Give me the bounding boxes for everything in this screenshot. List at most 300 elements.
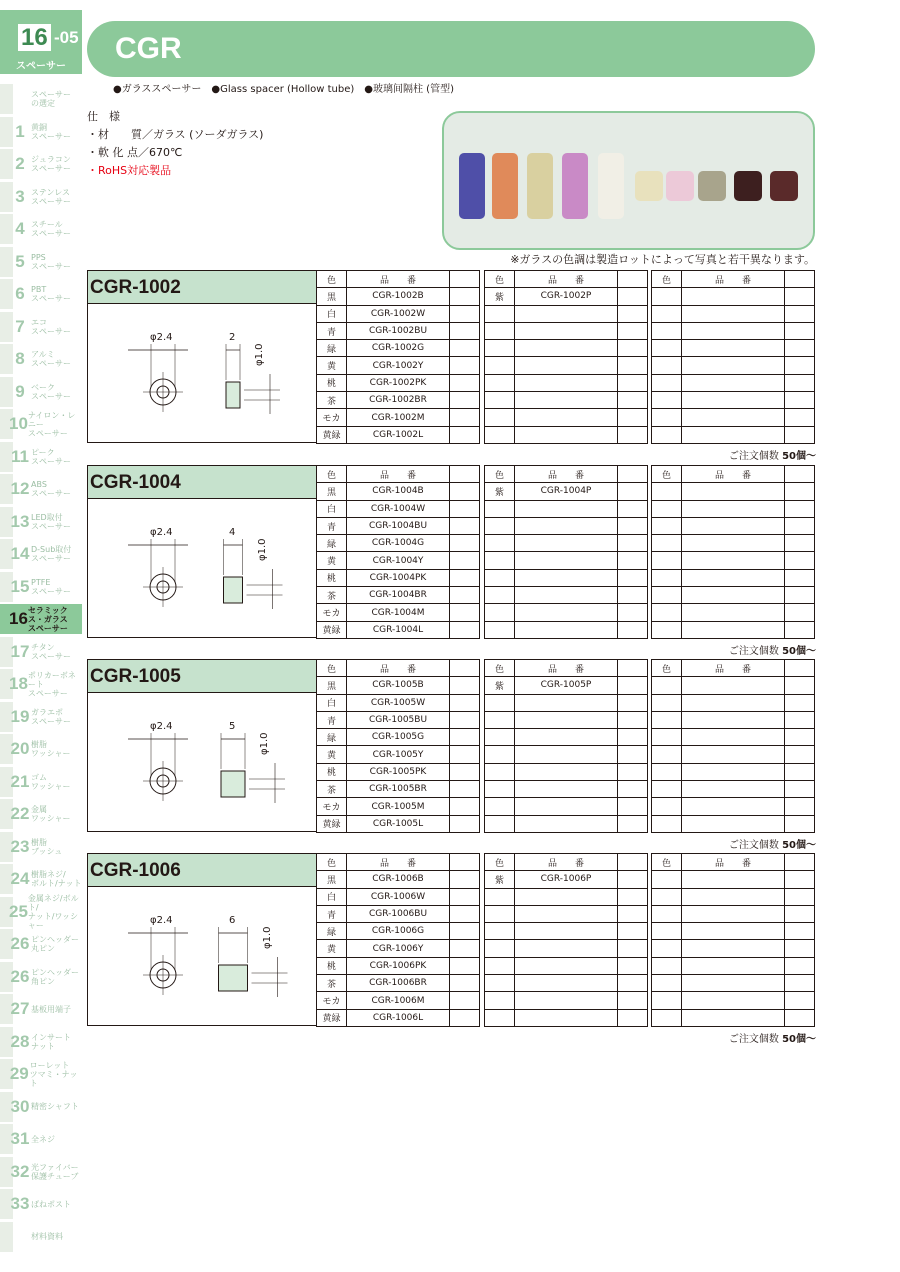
part-number-cell bbox=[515, 763, 618, 780]
sidebar-item-label-line1: ナイロン・レニー bbox=[27, 410, 76, 429]
empty-cell bbox=[618, 798, 648, 815]
minimum-order-qty: 50個〜 bbox=[782, 646, 816, 657]
empty-cell bbox=[785, 392, 815, 409]
empty-cell bbox=[450, 781, 480, 798]
part-number-cell bbox=[682, 500, 785, 517]
empty-cell bbox=[450, 409, 480, 426]
color-cell bbox=[485, 992, 515, 1009]
sidebar-item-number: 8 bbox=[15, 349, 25, 368]
sidebar-item[interactable] bbox=[0, 247, 82, 277]
color-cell: 黄 bbox=[317, 940, 347, 957]
sidebar-item-number: 30 bbox=[10, 1096, 30, 1116]
color-cell: 緑 bbox=[317, 729, 347, 746]
empty-cell bbox=[785, 677, 815, 694]
sidebar-item-label-line2: の選定 bbox=[31, 99, 55, 108]
table-row bbox=[485, 854, 648, 871]
empty-cell bbox=[450, 746, 480, 763]
part-number-cell: CGR-1006W bbox=[347, 888, 450, 905]
part-table bbox=[316, 270, 480, 444]
inner-diameter-label: φ1.0 bbox=[259, 732, 270, 755]
empty-cell bbox=[618, 288, 648, 305]
table-row bbox=[485, 288, 648, 305]
sidebar-item-number: 15 bbox=[10, 576, 30, 596]
part-table bbox=[651, 659, 815, 833]
color-cell bbox=[652, 483, 682, 500]
empty-cell bbox=[785, 357, 815, 374]
sidebar-item-label-line1: PBT bbox=[31, 285, 47, 294]
sidebar-item-label-line1: 光ファイバー bbox=[31, 1162, 79, 1172]
empty-cell bbox=[618, 604, 648, 621]
color-cell: 桃 bbox=[317, 374, 347, 391]
part-number-cell: 品 番 bbox=[515, 271, 618, 288]
empty-cell bbox=[618, 500, 648, 517]
table-row bbox=[485, 426, 648, 443]
sidebar-item-number: 26 bbox=[10, 966, 30, 986]
empty-cell bbox=[785, 729, 815, 746]
empty-cell bbox=[618, 660, 648, 677]
sidebar-item[interactable] bbox=[0, 832, 82, 862]
color-cell bbox=[485, 957, 515, 974]
part-number-cell bbox=[515, 621, 618, 638]
color-cell bbox=[485, 923, 515, 940]
table-row bbox=[652, 409, 815, 426]
color-cell bbox=[485, 535, 515, 552]
table-row bbox=[485, 374, 648, 391]
sidebar-item-number: 19 bbox=[10, 706, 30, 726]
sidebar-item[interactable] bbox=[0, 604, 82, 634]
color-cell: 桃 bbox=[317, 569, 347, 586]
table-row bbox=[317, 905, 480, 922]
part-number-cell bbox=[682, 781, 785, 798]
sidebar-item-label-line2: 保護チューブ bbox=[31, 1171, 79, 1181]
table-row bbox=[652, 798, 815, 815]
title-bar bbox=[87, 21, 815, 77]
table-row bbox=[317, 604, 480, 621]
color-cell bbox=[652, 815, 682, 832]
table-row bbox=[485, 500, 648, 517]
table-row bbox=[652, 763, 815, 780]
table-row bbox=[317, 888, 480, 905]
glass-tube-image bbox=[770, 171, 798, 201]
empty-cell bbox=[618, 535, 648, 552]
outer-diameter-label: φ2.4 bbox=[150, 527, 173, 538]
length-label: 2 bbox=[229, 332, 236, 343]
empty-cell bbox=[450, 392, 480, 409]
sidebar-item-label-line1: 金属 bbox=[31, 805, 47, 814]
empty-cell bbox=[618, 992, 648, 1009]
sidebar-item[interactable] bbox=[0, 864, 82, 894]
minimum-order bbox=[729, 1030, 816, 1045]
color-cell bbox=[485, 357, 515, 374]
empty-cell bbox=[618, 409, 648, 426]
table-row bbox=[485, 888, 648, 905]
empty-cell bbox=[785, 940, 815, 957]
color-cell bbox=[652, 374, 682, 391]
table-row bbox=[317, 426, 480, 443]
sidebar-item[interactable] bbox=[0, 474, 82, 504]
empty-cell bbox=[785, 905, 815, 922]
table-row bbox=[485, 677, 648, 694]
part-number-cell: 品 番 bbox=[347, 854, 450, 871]
part-number-cell bbox=[682, 746, 785, 763]
part-number-cell: CGR-1004L bbox=[347, 621, 450, 638]
sidebar-item-label-line1: PTFE bbox=[31, 577, 51, 587]
part-table bbox=[316, 853, 480, 1027]
part-number-cell bbox=[682, 763, 785, 780]
part-number-cell bbox=[515, 587, 618, 604]
sidebar-item-number: 32 bbox=[10, 1161, 30, 1181]
table-row bbox=[485, 798, 648, 815]
sidebar-item-label-line1: 樹脂ネジ/ bbox=[31, 870, 66, 879]
part-number-cell bbox=[682, 569, 785, 586]
part-number-cell bbox=[515, 888, 618, 905]
part-number-cell bbox=[515, 975, 618, 992]
color-cell bbox=[485, 604, 515, 621]
length-label: 5 bbox=[229, 721, 236, 732]
empty-cell bbox=[450, 466, 480, 483]
empty-cell bbox=[785, 552, 815, 569]
part-number-cell bbox=[682, 621, 785, 638]
table-row bbox=[317, 374, 480, 391]
sidebar-item[interactable] bbox=[0, 799, 82, 829]
table-row bbox=[485, 340, 648, 357]
part-number-cell bbox=[682, 940, 785, 957]
part-table bbox=[484, 465, 648, 639]
empty-cell bbox=[450, 975, 480, 992]
color-cell bbox=[485, 1009, 515, 1026]
sidebar-item-label-line2: スペーサー bbox=[31, 716, 71, 726]
color-cell bbox=[485, 517, 515, 534]
empty-cell bbox=[450, 305, 480, 322]
color-cell: 黄緑 bbox=[317, 426, 347, 443]
color-cell: 色 bbox=[485, 854, 515, 871]
sidebar-item[interactable] bbox=[0, 214, 82, 244]
part-number-cell bbox=[515, 392, 618, 409]
sidebar-item[interactable] bbox=[0, 1189, 82, 1219]
color-cell bbox=[485, 587, 515, 604]
sidebar-item-label bbox=[31, 383, 71, 401]
empty-cell bbox=[618, 569, 648, 586]
color-cell: 白 bbox=[317, 305, 347, 322]
part-number-cell: 品 番 bbox=[682, 660, 785, 677]
part-number-cell bbox=[682, 322, 785, 339]
sidebar-item[interactable] bbox=[0, 767, 82, 797]
sidebar-item[interactable] bbox=[0, 1157, 82, 1187]
glass-tube-image bbox=[734, 171, 762, 201]
empty-cell bbox=[785, 746, 815, 763]
table-row bbox=[652, 992, 815, 1009]
table-row bbox=[317, 552, 480, 569]
product-header bbox=[87, 659, 316, 693]
part-number-cell: CGR-1004BR bbox=[347, 587, 450, 604]
part-table bbox=[316, 465, 480, 639]
part-number-cell: CGR-1005W bbox=[347, 694, 450, 711]
part-number-cell: CGR-1006L bbox=[347, 1009, 450, 1026]
sidebar-item[interactable] bbox=[0, 182, 82, 212]
part-number-cell bbox=[515, 1009, 618, 1026]
sidebar-item-label-line1: ゴム bbox=[31, 772, 47, 782]
sidebar-item[interactable] bbox=[0, 669, 82, 699]
table-row bbox=[652, 888, 815, 905]
sidebar-item[interactable] bbox=[0, 312, 82, 342]
sidebar-item-label-line1: スペーサー bbox=[31, 90, 71, 99]
sidebar-item[interactable] bbox=[0, 377, 82, 407]
table-row bbox=[485, 905, 648, 922]
table-row bbox=[485, 552, 648, 569]
color-cell: 緑 bbox=[317, 340, 347, 357]
color-cell bbox=[652, 940, 682, 957]
sidebar-item-label bbox=[31, 1200, 71, 1209]
table-row bbox=[317, 763, 480, 780]
sidebar-item[interactable] bbox=[0, 279, 82, 309]
part-number-cell bbox=[515, 604, 618, 621]
color-cell bbox=[652, 975, 682, 992]
empty-cell bbox=[618, 746, 648, 763]
part-number-cell: CGR-1005B bbox=[347, 677, 450, 694]
sidebar-item-label-line2: スペーサー bbox=[31, 456, 71, 466]
color-cell: モカ bbox=[317, 409, 347, 426]
sidebar-item[interactable] bbox=[0, 1092, 82, 1122]
sidebar-item-label-line2: スペーサー bbox=[31, 326, 71, 336]
sidebar-item[interactable] bbox=[0, 702, 82, 732]
sidebar-item-label bbox=[31, 480, 71, 498]
glass-tube-image bbox=[598, 153, 624, 219]
sidebar-item[interactable] bbox=[0, 929, 82, 959]
sidebar-item[interactable] bbox=[0, 994, 82, 1024]
color-cell bbox=[652, 694, 682, 711]
sidebar-item-label-line2: スペーサー bbox=[27, 688, 68, 698]
color-cell bbox=[652, 409, 682, 426]
sidebar-item[interactable] bbox=[0, 893, 82, 930]
sidebar-item-label-line2: ツマミ・ナット bbox=[29, 1069, 78, 1088]
empty-cell bbox=[450, 957, 480, 974]
part-number-cell: CGR-1006BR bbox=[347, 975, 450, 992]
part-number-cell: CGR-1002BU bbox=[347, 322, 450, 339]
sidebar-item-label bbox=[31, 90, 71, 108]
sidebar-item-number: 12 bbox=[10, 479, 30, 498]
part-number-cell: 品 番 bbox=[515, 466, 618, 483]
part-number-cell: CGR-1006BU bbox=[347, 905, 450, 922]
sidebar-item[interactable] bbox=[0, 734, 82, 764]
empty-cell bbox=[618, 871, 648, 888]
part-number-cell bbox=[515, 992, 618, 1009]
table-row bbox=[485, 694, 648, 711]
color-cell bbox=[652, 535, 682, 552]
table-row bbox=[317, 711, 480, 728]
empty-cell bbox=[785, 798, 815, 815]
sidebar-item[interactable] bbox=[0, 409, 82, 439]
sidebar-item[interactable] bbox=[0, 442, 82, 472]
inner-diameter-label: φ1.0 bbox=[261, 926, 273, 949]
part-number-cell bbox=[515, 798, 618, 815]
part-number-cell bbox=[682, 694, 785, 711]
part-number-cell bbox=[682, 871, 785, 888]
sidebar-item[interactable] bbox=[0, 1027, 82, 1057]
table-row bbox=[317, 957, 480, 974]
sidebar-item-label-line2: ワッシャー bbox=[31, 814, 71, 823]
table-row bbox=[652, 957, 815, 974]
sidebar-item-number: 22 bbox=[10, 804, 30, 823]
empty-cell bbox=[785, 569, 815, 586]
part-number-cell bbox=[515, 426, 618, 443]
sidebar-item-number: 1 bbox=[15, 121, 25, 141]
color-cell bbox=[652, 621, 682, 638]
part-number-cell bbox=[682, 483, 785, 500]
table-row bbox=[317, 535, 480, 552]
sidebar-item[interactable] bbox=[0, 1124, 82, 1154]
empty-cell bbox=[618, 587, 648, 604]
empty-cell bbox=[618, 694, 648, 711]
product-name: CGR-1006 bbox=[90, 860, 181, 881]
sidebar-item-label-line2: ナット/ワッシャー bbox=[27, 911, 79, 930]
spec-block bbox=[87, 108, 263, 180]
sidebar-item[interactable] bbox=[0, 539, 82, 569]
empty-cell bbox=[785, 604, 815, 621]
color-cell: 紫 bbox=[485, 871, 515, 888]
empty-cell bbox=[618, 517, 648, 534]
color-cell bbox=[652, 781, 682, 798]
table-row bbox=[485, 729, 648, 746]
sidebar-item[interactable] bbox=[0, 84, 82, 114]
sidebar-item[interactable] bbox=[0, 507, 82, 537]
table-row bbox=[485, 992, 648, 1009]
part-number-cell bbox=[682, 888, 785, 905]
color-cell bbox=[652, 426, 682, 443]
color-cell: 茶 bbox=[317, 781, 347, 798]
part-table bbox=[651, 853, 815, 1027]
page-badge bbox=[0, 10, 82, 74]
empty-cell bbox=[450, 660, 480, 677]
product-name: CGR-1005 bbox=[90, 666, 181, 687]
sidebar-item-label-line1: 基板用端子 bbox=[31, 1004, 71, 1014]
empty-cell bbox=[785, 621, 815, 638]
table-row bbox=[485, 940, 648, 957]
empty-cell bbox=[618, 1009, 648, 1026]
part-number-cell: CGR-1005M bbox=[347, 798, 450, 815]
sidebar-item-label-line2: スペーサー bbox=[31, 391, 71, 401]
part-number-cell bbox=[515, 409, 618, 426]
table-row bbox=[317, 322, 480, 339]
empty-cell bbox=[785, 483, 815, 500]
color-cell: 色 bbox=[485, 660, 515, 677]
color-cell: 黒 bbox=[317, 483, 347, 500]
sidebar-item-label-line1: チタン bbox=[31, 642, 55, 652]
table-row bbox=[652, 905, 815, 922]
table-row bbox=[652, 552, 815, 569]
color-cell: 黄 bbox=[317, 746, 347, 763]
part-number-cell: CGR-1004BU bbox=[347, 517, 450, 534]
empty-cell bbox=[785, 975, 815, 992]
sidebar-item[interactable] bbox=[0, 1059, 82, 1089]
sidebar-item-label bbox=[31, 870, 82, 888]
part-number-cell: CGR-1004Y bbox=[347, 552, 450, 569]
dimension-drawing bbox=[87, 304, 316, 443]
table-row bbox=[485, 357, 648, 374]
sidebar-item[interactable] bbox=[0, 572, 82, 602]
table-row bbox=[485, 781, 648, 798]
color-cell: モカ bbox=[317, 798, 347, 815]
minimum-order bbox=[729, 642, 816, 657]
empty-cell bbox=[785, 517, 815, 534]
page-number: 16 bbox=[18, 24, 51, 52]
part-number-cell bbox=[515, 552, 618, 569]
dimension-drawing bbox=[87, 887, 316, 1026]
sidebar-item-label-line2: 丸ピン bbox=[31, 944, 55, 953]
sidebar-item[interactable] bbox=[0, 637, 82, 667]
sidebar-item-label-line1: 材料資料 bbox=[31, 1232, 63, 1241]
empty-cell bbox=[618, 815, 648, 832]
table-row bbox=[317, 992, 480, 1009]
part-number-cell: 品 番 bbox=[347, 660, 450, 677]
sidebar-item-label bbox=[31, 708, 71, 726]
part-number-cell: CGR-1002P bbox=[515, 288, 618, 305]
sidebar-item-label-line2: スペーサー bbox=[31, 294, 71, 303]
part-number-cell: CGR-1004P bbox=[515, 483, 618, 500]
color-cell bbox=[485, 888, 515, 905]
product-photo bbox=[442, 111, 815, 250]
sidebar-item[interactable] bbox=[0, 117, 82, 147]
empty-cell bbox=[785, 888, 815, 905]
glass-tube-image bbox=[698, 171, 726, 201]
table-row bbox=[317, 923, 480, 940]
color-cell: 茶 bbox=[317, 392, 347, 409]
color-cell bbox=[652, 992, 682, 1009]
sidebar-item-label-line2: ナット bbox=[31, 1041, 55, 1051]
part-number-cell: CGR-1004G bbox=[347, 535, 450, 552]
drawing-svg bbox=[88, 499, 317, 638]
sidebar-item-label-line2: スペーサー bbox=[31, 489, 71, 498]
sidebar-item-number: 11 bbox=[11, 446, 29, 466]
color-cell: 青 bbox=[317, 322, 347, 339]
sidebar-item[interactable] bbox=[0, 962, 82, 992]
empty-cell bbox=[618, 322, 648, 339]
empty-cell bbox=[450, 340, 480, 357]
sidebar-item-label bbox=[31, 220, 71, 238]
glass-tube-image bbox=[527, 153, 553, 219]
sidebar-item[interactable] bbox=[0, 1222, 82, 1252]
sidebar-item[interactable] bbox=[0, 149, 82, 179]
part-number-cell bbox=[515, 322, 618, 339]
sidebar-item-label-line2: ワッシャー bbox=[31, 781, 71, 791]
sidebar-item-number: 31 bbox=[10, 1129, 30, 1148]
part-number-cell bbox=[515, 940, 618, 957]
sidebar-item-number: 20 bbox=[10, 739, 30, 758]
part-number-cell bbox=[682, 587, 785, 604]
color-cell: 白 bbox=[317, 888, 347, 905]
empty-cell bbox=[785, 305, 815, 322]
part-number-cell bbox=[682, 798, 785, 815]
part-number-cell: 品 番 bbox=[682, 466, 785, 483]
table-row bbox=[652, 426, 815, 443]
part-number-cell bbox=[682, 729, 785, 746]
sidebar-item-label bbox=[31, 935, 79, 953]
color-cell: 紫 bbox=[485, 483, 515, 500]
part-number-cell bbox=[515, 729, 618, 746]
sidebar-item[interactable] bbox=[0, 344, 82, 374]
part-number-cell bbox=[515, 781, 618, 798]
table-row bbox=[317, 483, 480, 500]
sidebar-item-label-line1: ガラエポ bbox=[31, 707, 63, 717]
table-row bbox=[652, 604, 815, 621]
sidebar-item-number: 3 bbox=[15, 186, 25, 206]
product-block bbox=[87, 465, 816, 657]
table-row bbox=[652, 587, 815, 604]
part-number-cell: 品 番 bbox=[682, 271, 785, 288]
empty-cell bbox=[785, 815, 815, 832]
empty-cell bbox=[450, 535, 480, 552]
color-cell bbox=[485, 305, 515, 322]
sidebar-item-label-line2: ワッシャー bbox=[31, 749, 71, 758]
